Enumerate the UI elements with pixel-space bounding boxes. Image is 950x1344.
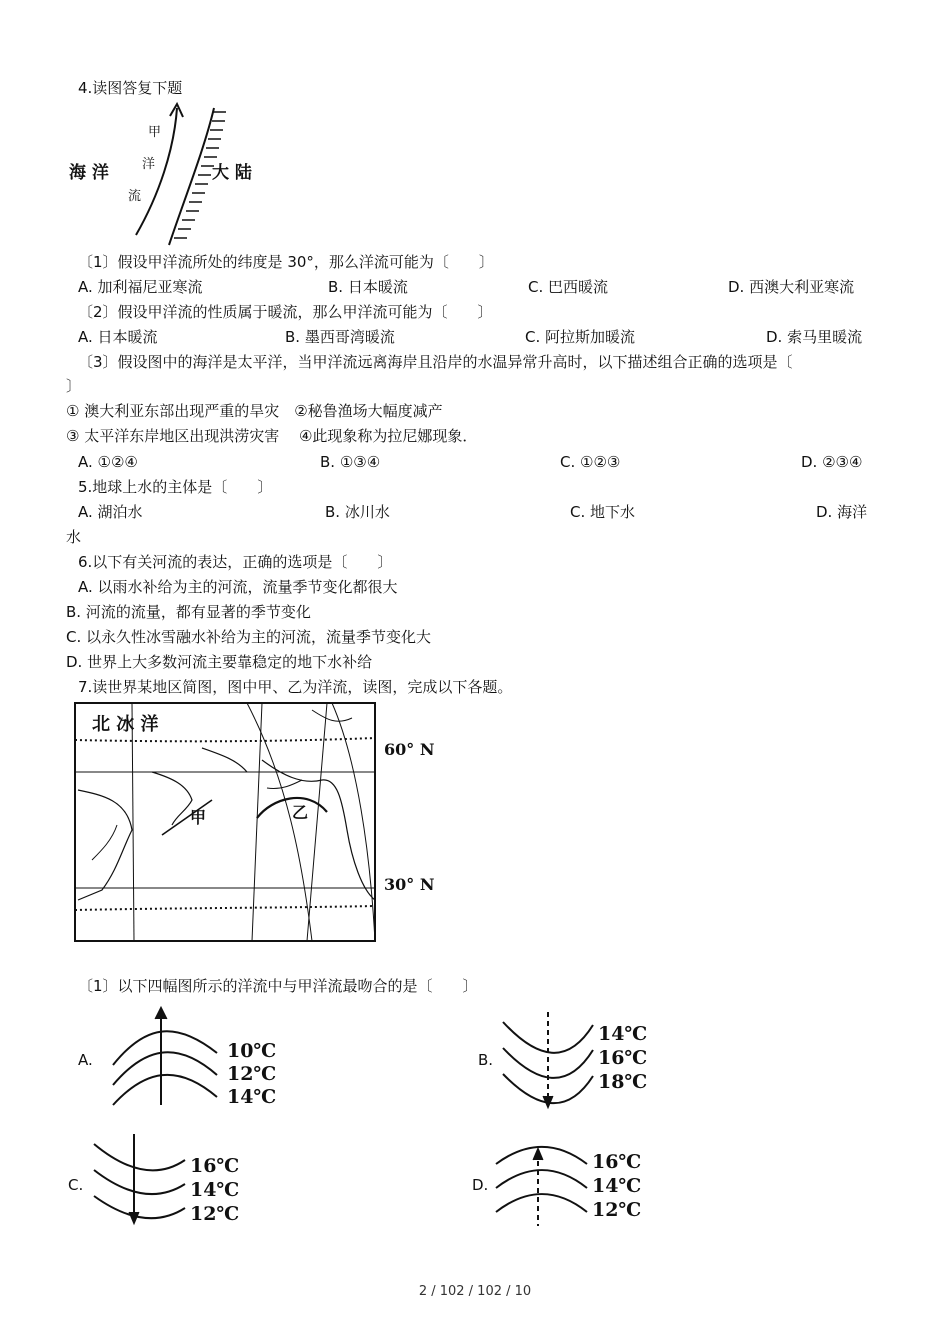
q6-option-a[interactable]: A. 以雨水补给为主的河流，流量季节变化都很大 (78, 578, 398, 596)
q4-sub1-option-b[interactable]: B. 日本暖流 (328, 278, 408, 296)
q7-option-a-letter[interactable]: A. (78, 1051, 93, 1069)
q4-land-label: 大 陆 (212, 163, 252, 183)
q7-option-b-letter[interactable]: B. (478, 1051, 494, 1069)
q7-a-temp-3: 14℃ (227, 1086, 277, 1108)
q7-a-temp-1: 10℃ (227, 1040, 277, 1062)
q4-sub3-option-b[interactable]: B. ①③④ (320, 453, 381, 471)
q4-current-figure (64, 100, 274, 250)
q4-title: 4.读图答复下题 (78, 79, 183, 97)
q4-ocean-label: 海 洋 (69, 163, 109, 183)
q4-current-char1: 甲 (148, 125, 162, 140)
q6-stem: 6.以下有关河流的表达，正确的选项是〔 〕 (78, 553, 393, 571)
q5-option-c[interactable]: C. 地下水 (570, 503, 636, 521)
q4-sub3-items-2: ③ 太平洋东岸地区出现洪涝灾害 ④此现象称为拉尼娜现象． (66, 427, 478, 445)
q4-sub1-option-d[interactable]: D. 西澳大利亚寒流 (728, 278, 855, 296)
q7-option-c-letter[interactable]: C. (68, 1176, 84, 1194)
q4-sub2-option-b[interactable]: B. 墨西哥湾暖流 (285, 328, 395, 346)
q7-option-b-diagram[interactable] (498, 1010, 678, 1120)
q7-d-temp-1: 16℃ (592, 1151, 642, 1173)
q5-option-a[interactable]: A. 湖泊水 (78, 503, 143, 521)
q6-option-d[interactable]: D. 世界上大多数河流主要靠稳定的地下水补给 (66, 653, 373, 671)
q7-sub1-stem: 〔1〕以下四幅图所示的洋流中与甲洋流最吻合的是〔 〕 (78, 977, 478, 995)
q4-sub3-option-c[interactable]: C. ①②③ (560, 453, 621, 471)
q7-c-temp-1: 16℃ (190, 1155, 240, 1177)
q6-option-c[interactable]: C. 以永久性冰雪融水补给为主的河流，流量季节变化大 (66, 628, 432, 646)
q4-sub2-stem: 〔2〕假设甲洋流的性质属于暖流，那么甲洋流可能为〔 〕 (78, 303, 493, 321)
q4-sub3-stem-end: 〕 (66, 377, 82, 395)
q4-sub3-items-1: ① 澳大利亚东部出现严重的旱灾 ②秘鲁渔场大幅度减产 (66, 402, 443, 420)
q7-stem: 7.读世界某地区简图，图中甲、乙为洋流，读图，完成以下各题。 (78, 678, 513, 696)
q7-lat-60-label: 60° N (384, 740, 435, 759)
q4-sub2-option-a[interactable]: A. 日本暖流 (78, 328, 158, 346)
q7-option-d-letter[interactable]: D. (472, 1176, 489, 1194)
q7-option-a-diagram[interactable] (105, 1005, 285, 1115)
q7-b-temp-3: 18℃ (598, 1071, 648, 1093)
q7-option-d-diagram[interactable] (492, 1136, 672, 1246)
q4-sub3-stem: 〔3〕假设图中的海洋是太平洋，当甲洋流远离海岸且沿岸的水温异常升高时，以下描述组合正确的选项是〔 (78, 353, 793, 371)
q7-a-temp-2: 12℃ (227, 1063, 277, 1085)
q5-option-b[interactable]: B. 冰川水 (325, 503, 390, 521)
q4-sub2-option-d[interactable]: D. 索马里暖流 (766, 328, 863, 346)
q7-lat-30-label: 30° N (384, 875, 435, 894)
q4-sub2-option-c[interactable]: C. 阿拉斯加暖流 (525, 328, 636, 346)
q7-current-jia-label: 甲 (190, 808, 207, 827)
q4-sub3-option-a[interactable]: A. ①②④ (78, 453, 138, 471)
q7-c-temp-3: 12℃ (190, 1203, 240, 1225)
q7-current-yi-label: 乙 (292, 803, 309, 822)
q7-b-temp-1: 14℃ (598, 1023, 648, 1045)
q4-current-char2: 洋 (142, 157, 156, 172)
q7-region-map (72, 700, 452, 950)
page-number: 2 / 102 / 102 / 10 (418, 1284, 532, 1299)
q5-option-d[interactable]: D. 海洋 (816, 503, 868, 521)
q7-d-temp-3: 12℃ (592, 1199, 642, 1221)
q6-option-b[interactable]: B. 河流的流量，都有显著的季节变化 (66, 603, 311, 621)
q5-option-d-wrap: 水 (66, 528, 82, 546)
q5-stem: 5.地球上水的主体是〔 〕 (78, 478, 273, 496)
q4-sub1-stem: 〔1〕假设甲洋流所处的纬度是 30°，那么洋流可能为〔 〕 (78, 253, 494, 271)
q4-current-char3: 流 (128, 189, 142, 204)
q7-c-temp-2: 14℃ (190, 1179, 240, 1201)
q4-sub1-option-c[interactable]: C. 巴西暖流 (528, 278, 609, 296)
q7-ocean-label: 北 冰 洋 (92, 714, 159, 735)
q7-option-c-diagram[interactable] (90, 1132, 270, 1242)
q7-b-temp-2: 16℃ (598, 1047, 648, 1069)
q4-sub3-option-d[interactable]: D. ②③④ (801, 453, 863, 471)
q4-sub1-option-a[interactable]: A. 加利福尼亚寒流 (78, 278, 203, 296)
q7-d-temp-2: 14℃ (592, 1175, 642, 1197)
